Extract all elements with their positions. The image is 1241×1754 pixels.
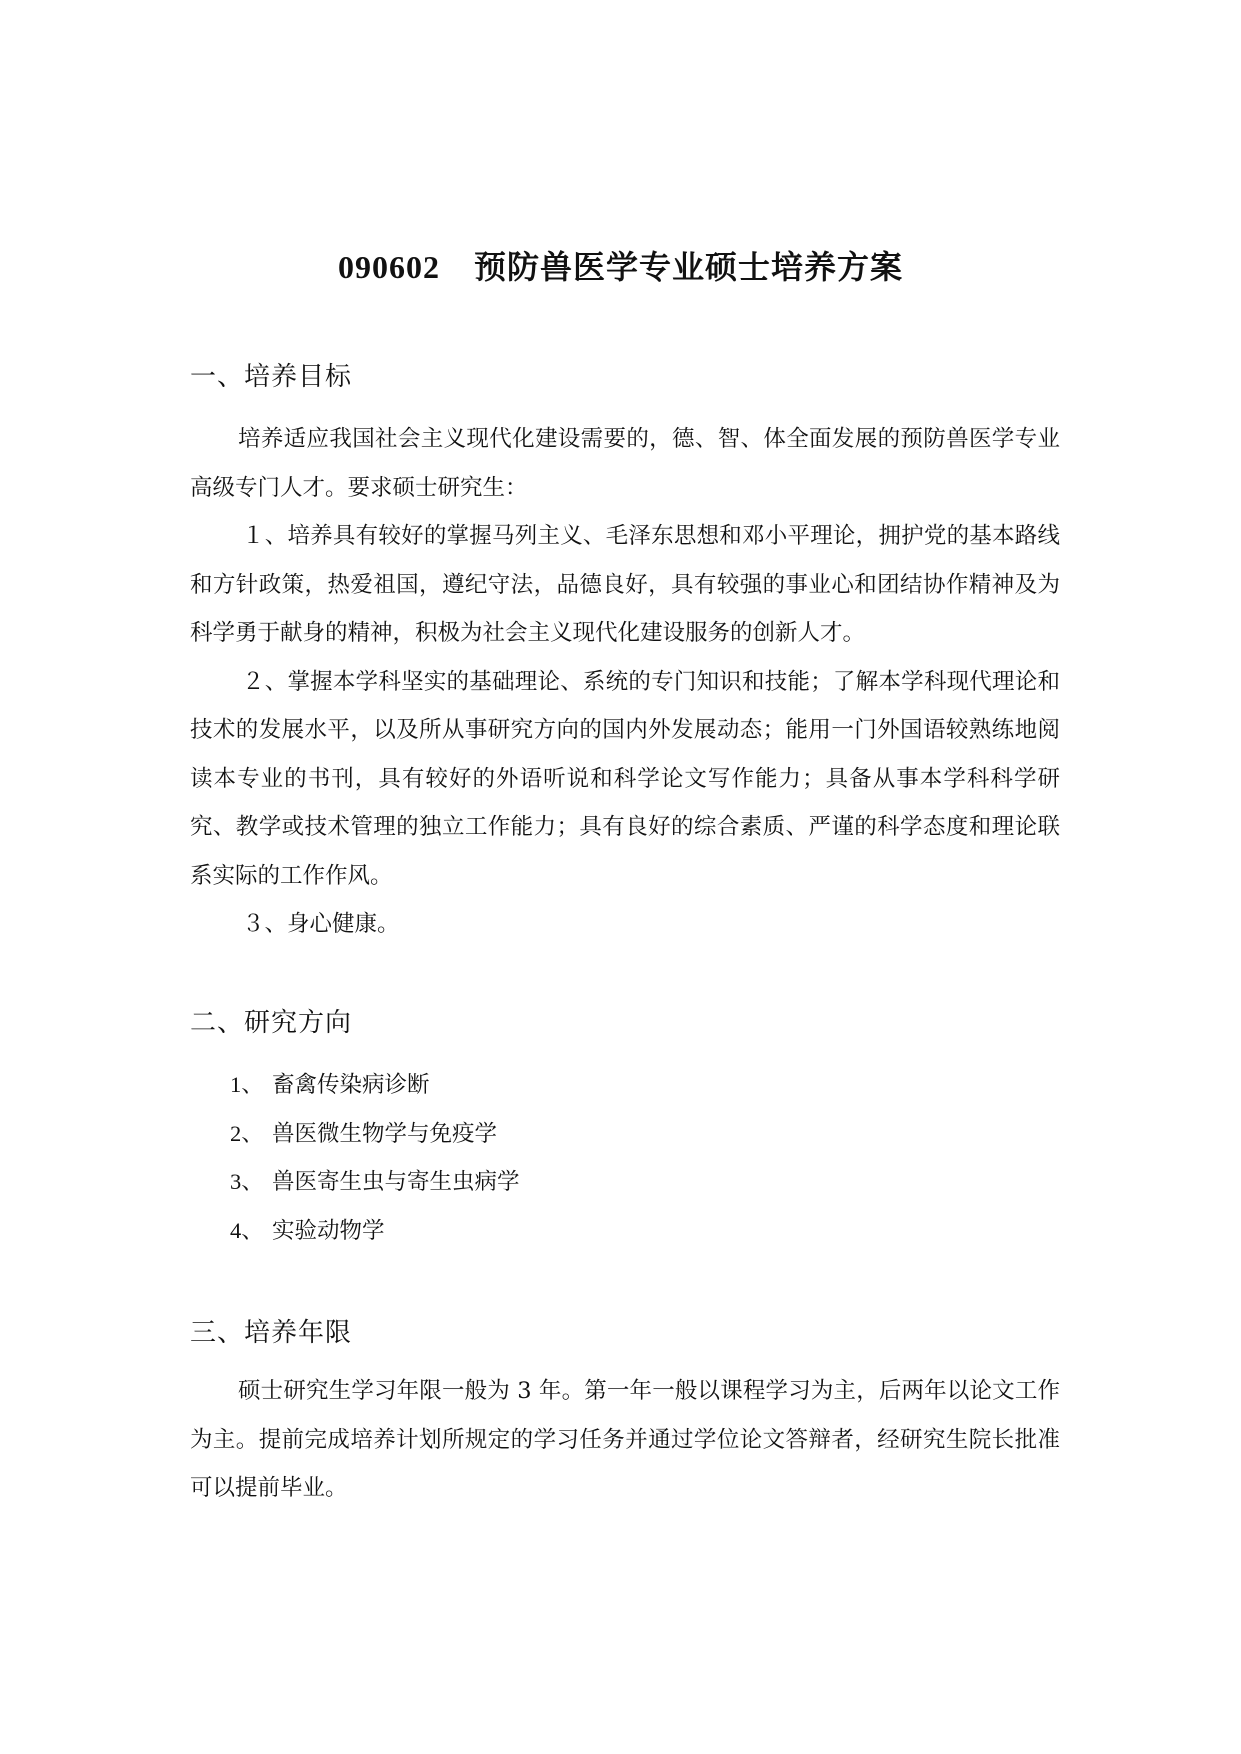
list-item-number: 3、 bbox=[230, 1169, 264, 1194]
objectives-intro: 培养适应我国社会主义现代化建设需要的，德、智、体全面发展的预防兽医学专业高级专门人才。要求硕士研究生： bbox=[190, 426, 1060, 501]
list-item-number: 2、 bbox=[230, 1120, 264, 1146]
section-directions bbox=[190, 1003, 1060, 1255]
duration-text: 硕士研究生学习年限一般为 3 年。第一年一般以课程学习为主，后两年以论文工作为主。提前完成培养计划所规定的学习任务并通过学位论文答辩者，经研究生院长批准可以提前毕业。 bbox=[190, 1378, 1060, 1501]
list-item-text: 兽医寄生虫与寄生虫病学 bbox=[272, 1169, 520, 1195]
list-item bbox=[190, 1207, 1060, 1256]
section-heading-objectives: 一、培养目标 bbox=[190, 362, 353, 392]
program-title: 预防兽医学专业硕士培养方案 bbox=[473, 248, 903, 287]
list-item bbox=[190, 1158, 1060, 1207]
list-item-text: 实验动物学 bbox=[272, 1217, 385, 1244]
page-title bbox=[0, 245, 1241, 289]
list-item-text: 畜禽传染病诊断 bbox=[272, 1072, 430, 1098]
objectives-item-2: ２、掌握本学科坚实的基础理论、系统的专门知识和技能；了解本学科现代理论和技术的发展水平，以及所从事研究方向的国内外发展动态；能用一门外国语较熟练地阅读本专业的书刊，具有较好的外语听说和科学论文写作能力；具备从事本学科科学研究、教学或技术管理的独立工作能力；具有良好的综合素质、严谨的科学态度和理论联系实际的工作作风。 bbox=[190, 668, 1060, 889]
objectives-item-3: ３、身心健康。 bbox=[242, 911, 400, 937]
section-heading-duration: 三、培养年限 bbox=[190, 1318, 353, 1348]
section-duration bbox=[190, 1313, 1060, 1513]
objectives-item-1: １、培养具有较好的掌握马列主义、毛泽东思想和邓小平理论，拥护党的基本路线和方针政策，热爱祖国，遵纪守法，品德良好，具有较强的事业心和团结协作精神及为科学勇于献身的精神，积极为社会主义现代化建设服务的创新人才。 bbox=[190, 523, 1060, 646]
directions-list bbox=[190, 1061, 1060, 1255]
list-item-number: 4、 bbox=[230, 1217, 264, 1243]
list-item bbox=[190, 1110, 1060, 1159]
list-item-number: 1、 bbox=[230, 1072, 264, 1097]
list-item bbox=[190, 1061, 1060, 1110]
section-heading-directions: 二、研究方向 bbox=[190, 1008, 353, 1038]
list-item-text: 兽医微生物学与免疫学 bbox=[272, 1120, 498, 1147]
section-objectives bbox=[190, 357, 1060, 949]
program-code: 090602 bbox=[337, 249, 440, 286]
